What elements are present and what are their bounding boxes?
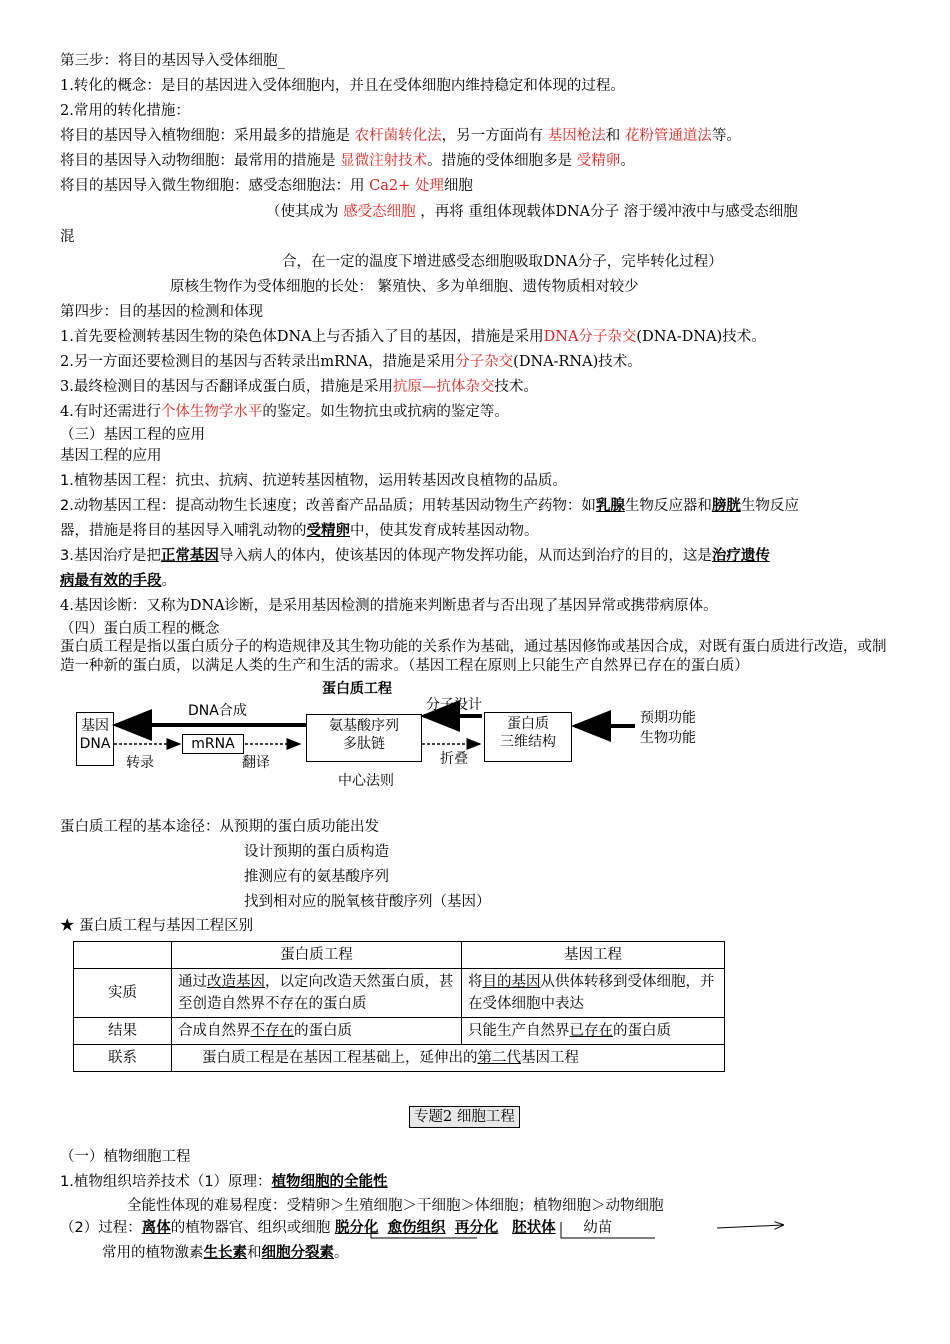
text: 从供体转移到受体细胞，并在受体细胞中表达 [468,974,715,1012]
cytokinin: 细胞分裂素 [261,1245,334,1261]
translate-label: 翻译 [242,755,270,771]
text: 技术。 [494,379,538,395]
embryoid: 胚状体 [512,1220,556,1236]
microinjection-method: 显微注射技术 [340,153,428,169]
plant-cell-eng-heading: （一）植物细胞工程 [60,1149,191,1165]
text: 只能生产自然界 [468,1023,570,1039]
aa-seq-label: 氨基酸序列 [329,718,399,734]
function-labels [640,708,696,748]
applications-subheading: 基因工程的应用 [60,448,162,464]
text: 1.植物组织培养技术（1）原理： [60,1174,272,1190]
text: 常用的植物激素 [102,1245,204,1261]
path-step-4: 找到相对应的脱氧核苷酸序列（基因） [244,894,491,910]
auxin: 生长素 [203,1245,247,1261]
calcium-treatment: Ca2+ 处理 [369,178,444,194]
protein-3d-box [484,712,572,762]
text: (DNA-DNA)技术。 [636,329,766,345]
redifferentiation: 再分化 [454,1220,499,1236]
text: （2）过程： [60,1220,142,1236]
fertilized-egg: 受精卵 [576,153,621,169]
individual-level: 个体生物学水平 [160,404,263,420]
competent-cell-note-end: 合，在一定的温度下增进感受态细胞吸取DNA分子，完毕转化过程） [282,254,723,270]
totipotency-order: 全能性体现的难易程度：受精卵＞生殖细胞＞干细胞＞体细胞；植物细胞＞动物细胞 [127,1198,664,1214]
text: 。 [620,153,635,169]
detect-line-2 [60,352,642,372]
fertilized-egg-term: 受精卵 [306,523,350,539]
competent-cell-note [266,202,798,222]
text: 将目的基因导入植物细胞：采用最多的措施是 [60,128,350,144]
text: 已存在 [569,1023,613,1039]
text: 和 [605,128,621,144]
molecular-design-label: 分子设计 [426,697,482,713]
transform-methods-heading: 2.常用的转化措施： [60,103,190,119]
plant-hormones [102,1243,349,1263]
dediff-arrow [371,1222,477,1238]
polypeptide-label: 多肽链 [343,736,385,752]
step4-title: 第四步：目的基因的检测和体现 [60,304,263,320]
cell-result-gene [462,1018,725,1045]
text: ，以定向改造天然蛋白质，甚至创造自然界不存在的蛋白质 [178,974,454,1012]
gene-therapy-cont [60,571,176,591]
animal-genetic-engineering [60,496,799,516]
expected-function-label: 预期功能 [640,710,696,726]
text: 的蛋白质 [294,1023,352,1039]
path-step-3: 推测应有的氨基酸序列 [244,869,389,885]
isolated: 离体 [141,1220,171,1236]
row-result: 结果 [74,1018,172,1045]
text: 和 [247,1245,262,1261]
text: 的鉴定。如生物抗虫或抗病的鉴定等。 [262,404,509,420]
prokaryote-advantage: 原核生物作为受体细胞的长处： 繁殖快、多为单细胞、遗传物质相对较少 [170,279,639,295]
text: 蛋白质工程的基本途径： [60,819,220,835]
dna-synthesis-label: DNA合成 [188,703,247,719]
text: 将目的基因导入动物细胞：最常用的措施是 [60,153,336,169]
microbe-transform-line [60,176,473,196]
table-row [74,969,725,1018]
animal-transform-line [60,151,635,171]
text: 2.另一方面还要检测目的基因与否转录出mRNA，措施是采用 [60,354,456,370]
mammary-gland: 乳腺 [595,498,625,514]
table-header-row [74,942,725,969]
gene-dna-box [76,712,114,766]
text: 2.动物基因工程：提高动物生长速度；改善畜产品品质；用转基因动物生产药物：如 [60,498,596,514]
text: 4.有时还需进行 [60,404,161,420]
text: 。措施的受体细胞多是 [427,153,573,169]
gene-gun-method: 基因枪法 [547,128,606,144]
cell-result-protein [172,1018,462,1045]
text: 基因工程 [521,1050,579,1066]
col-genetic-eng: 基因工程 [462,942,725,969]
agrobacterium-method: 农杆菌转化法 [354,128,442,144]
molecular-hybridization: 分子杂交 [455,354,514,370]
gene-therapy [60,546,770,566]
text: 目的基因 [482,974,541,990]
text: 1.首先要检测转基因生物的染色体DNA上与否插入了目的基因，措施是采用 [60,329,544,345]
rediff-arrow [561,1222,655,1238]
normal-gene: 正常基因 [160,548,219,564]
path-step-1 [60,817,379,837]
text: (DNA-RNA)技术。 [513,354,642,370]
text: 蛋白质工程是在基因工程基础上，延伸出的 [202,1050,478,1066]
row-link: 联系 [74,1045,172,1072]
plant-transform-line [60,126,741,146]
plant-genetic-engineering: 1.植物基因工程：抗虫、抗病、抗逆转基因植物，运用转基因改良植物的品质。 [60,473,567,489]
text: 器，措施是将目的基因导入哺乳动物的 [60,523,307,539]
cell-essence-gene [462,969,725,1018]
text: 细胞 [443,178,473,194]
text: 。 [334,1245,349,1261]
table-row [74,1018,725,1045]
tissue-culture-principle [60,1172,388,1192]
text: 。 [161,573,176,589]
central-dogma-label: 中心法则 [338,773,394,789]
mrna-box: mRNA [182,734,244,754]
dedifferentiation: 脱分化 [334,1220,379,1236]
dna-label: DNA [79,736,111,752]
protein-engineering-diagram [70,676,710,796]
structure-label: 三维结构 [500,734,556,750]
seedling: 幼苗 [583,1220,613,1236]
gene-diagnosis: 4.基因诊断：又称为DNA诊断，是采用基因检测的措施来判断患者与否出现了基因异常或携带病原体。 [60,598,718,614]
text: 的蛋白质 [613,1023,671,1039]
text: ，再将 重组体现载体DNA分子 溶于缓冲液中与感受态细胞 [420,204,798,220]
animal-genetic-engineering-cont [60,521,539,541]
comparison-title: ★ 蛋白质工程与基因工程区别 [60,918,254,934]
text: 的植物器官、组织或细胞 [170,1220,331,1236]
diagram-title: 蛋白质工程 [322,681,392,697]
text: 第二代 [477,1050,521,1066]
detect-line-1 [60,327,766,347]
competent-cell: 感受态细胞 [343,204,416,220]
text: 将 [468,974,483,990]
best-treatment-cont: 病最有效的手段 [60,573,162,589]
pollen-tube-method: 花粉管通道法 [624,128,712,144]
text: 通过 [178,974,207,990]
cell-link [172,1045,725,1072]
text: （使其成为 [266,204,339,220]
fold-label: 折叠 [440,751,468,767]
gene-label: 基因 [81,718,109,734]
detect-line-3 [60,377,538,397]
process-arrows [365,1218,795,1248]
transform-concept: 1.转化的概念：是目的基因进入受体细胞内，并且在受体细胞内维持稳定和体现的过程。 [60,78,625,94]
bladder: 膀胱 [711,498,741,514]
text: 不存在 [250,1023,294,1039]
text: 中，使其发育成转基因动物。 [350,523,539,539]
row-essence: 实质 [74,969,172,1018]
applications-heading: （三）基因工程的应用 [60,427,205,443]
text: 生物反应 [740,498,799,514]
text: 将目的基因导入微生物细胞：感受态细胞法：用 [60,178,365,194]
text: 生物反应器和 [624,498,712,514]
col-protein-eng: 蛋白质工程 [172,942,462,969]
to-seedling-arrow [717,1225,783,1228]
text: 合成自然界 [178,1023,251,1039]
text: 3.最终检测目的基因与否翻译成蛋白质，措施是采用 [60,379,393,395]
callus: 愈伤组织 [387,1220,446,1236]
comparison-table [73,941,725,1072]
protein-eng-heading: （四）蛋白质工程的概念 [60,621,220,637]
text: 改造基因 [207,974,265,990]
cell-essence-protein [172,969,462,1018]
totipotency: 植物细胞的全能性 [271,1174,388,1190]
dna-hybridization: DNA分子杂交 [543,329,637,345]
text: 等。 [711,128,741,144]
text: ，另一方面尚有 [441,128,544,144]
step3-title: 第三步：将目的基因导入受体细胞_ [60,53,285,69]
bio-function-label: 生物功能 [640,730,696,746]
table-corner [74,942,172,969]
text: 导入病人的体内，使该基因的体现产物发挥功能，从而达到治疗的目的，这是 [218,548,712,564]
text: 3.基因治疗是把 [60,548,161,564]
transcribe-label: 转录 [126,755,154,771]
topic-title: 专题2 细胞工程 [409,1106,520,1128]
table-row [74,1045,725,1072]
amino-acid-box [306,714,422,762]
text: 从预期的蛋白质功能出发 [219,819,379,835]
protein-label: 蛋白质 [507,716,549,732]
best-treatment: 治疗遗传 [711,548,770,564]
antigen-antibody: 抗原—抗体杂交 [392,379,495,395]
detect-line-4 [60,402,509,422]
protein-eng-definition: 蛋白质工程是指以蛋白质分子的构造规律及其生物功能的关系作为基础，通过基因修饰或基因合成，对既有蛋白质进行改造，或制造一种新的蛋白质，以满足人类的生产和生活的需求。（基因工程在原则上只能生产自然界已存在的蛋白质） [60,639,887,674]
competent-cell-note-wrap: 混 [60,229,75,245]
path-step-2: 设计预期的蛋白质构造 [244,844,389,860]
